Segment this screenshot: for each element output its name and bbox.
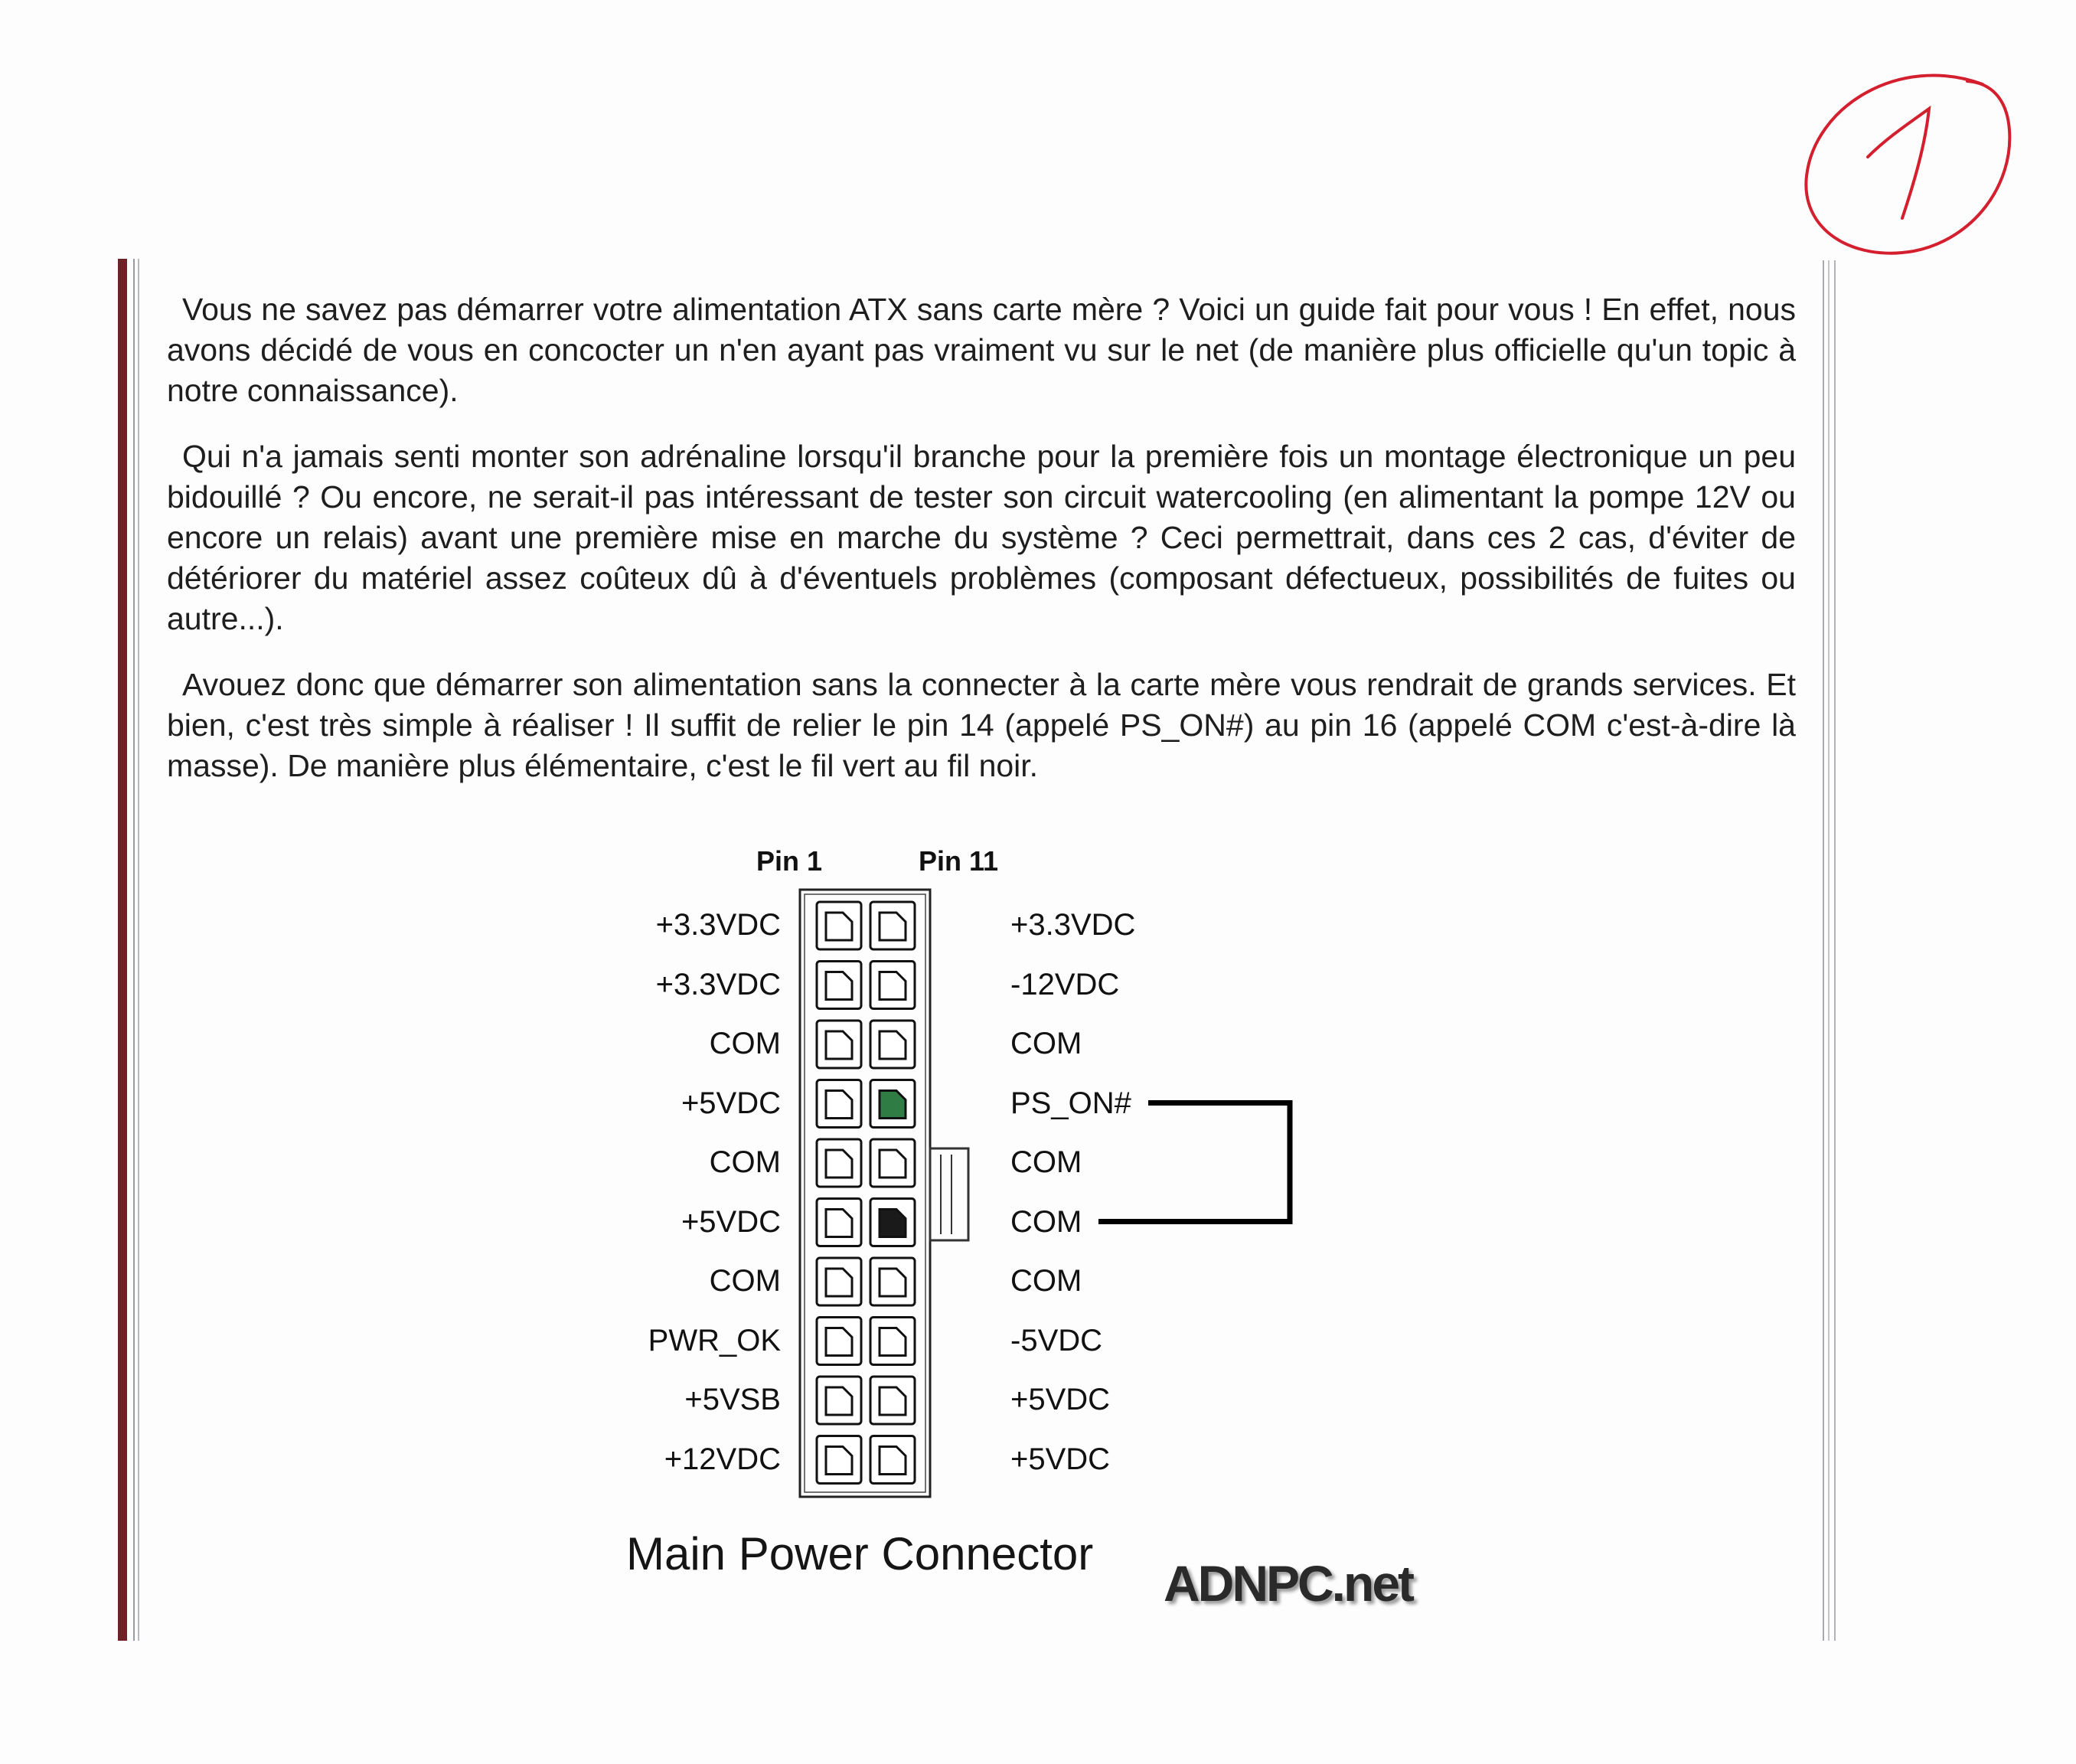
pin-label-13: COM (1010, 1027, 1082, 1060)
frame-right-line (1823, 260, 1824, 1641)
pin-terminal-15 (880, 1150, 906, 1178)
pin-terminal-8 (826, 1328, 852, 1356)
pin-terminal-10 (826, 1447, 852, 1475)
pin-terminal-11 (880, 913, 906, 940)
pin-terminal-17 (880, 1269, 906, 1296)
paragraph-instructions: Avouez donc que démarrer son alimentation sans la connecter à la carte mère vous rendrait de grands services. Et bien, c'est très simple à réaliser ! Il suffit de relier le pin 14 (appelé PS_ON#) au pin 16 (appelé COM c'est-à-dire là masse). De manière plus élémentaire, c'est le fil vert au fil noir. (167, 667, 1796, 783)
pin-label-12: -12VDC (1010, 967, 1120, 1001)
pin-terminal-1 (826, 913, 852, 940)
pin-label-18: -5VDC (1010, 1323, 1103, 1357)
pin-label-14: PS_ON# (1010, 1086, 1131, 1120)
connector-latch (930, 1148, 968, 1240)
pin-label-2: +3.3VDC (655, 967, 781, 1001)
pin-terminal-6 (826, 1210, 852, 1237)
pin-terminal-2 (826, 972, 852, 1000)
pin-label-15: COM (1010, 1145, 1082, 1179)
paragraph-use-cases: Qui n'a jamais senti monter son adrénaline lorsqu'il branche pour la première fois un montage électronique un peu bidouillé ? Ou encore, ne serait-il pas intéressant de tester son circuit watercooling (en alimentant la pompe 12V ou encore un relais) avant une première mise en marche du système ? Ceci permettrait, dans ces 2 cas, d'éviter de détériorer du matériel assez coûteux dû à d'éventuels problèmes (composant défectueux, possibilités de fuites ou autre...). (167, 439, 1796, 636)
handwritten-page-number (1784, 61, 2021, 268)
pin-terminal-18 (880, 1328, 906, 1356)
pin-label-6: +5VDC (681, 1204, 781, 1239)
pin-terminal-9 (826, 1387, 852, 1415)
pin-1-header: Pin 1 (756, 845, 823, 877)
pin-terminal-13 (880, 1031, 906, 1059)
pin-label-5: COM (709, 1145, 781, 1179)
pin-terminal-19 (880, 1387, 906, 1415)
pin-terminal-14 (880, 1091, 906, 1119)
paragraph-intro: Vous ne savez pas démarrer votre alimentation ATX sans carte mère ? Voici un guide fait pour vous ! En effet, nous avons décidé de vous en concocter un n'en ayant pas vraiment vu sur le net (de manière plus officielle qu'un topic à notre connaissance). (167, 292, 1796, 408)
frame-left-bar (118, 259, 127, 1641)
pin-11-header: Pin 11 (919, 845, 999, 877)
pin-label-7: COM (709, 1264, 781, 1298)
pin-terminal-16 (880, 1210, 906, 1237)
pin-label-19: +5VDC (1010, 1383, 1111, 1416)
pin-label-20: +5VDC (1010, 1442, 1111, 1476)
pin-label-3: COM (709, 1027, 781, 1060)
pin-terminal-5 (826, 1150, 852, 1178)
pin-label-17: COM (1010, 1264, 1082, 1298)
watermark-logo: ADNPC.net (1164, 1555, 1413, 1612)
atx-connector-diagram (597, 835, 1516, 1600)
pin-label-8: PWR_OK (648, 1323, 781, 1357)
frame-right-line (1834, 260, 1836, 1641)
pin-label-1: +3.3VDC (655, 908, 781, 942)
pin-terminal-20 (880, 1447, 906, 1475)
pin-terminal-7 (826, 1269, 852, 1296)
diagram-caption: Main Power Connector (626, 1528, 1094, 1579)
frame-right-line (1828, 260, 1830, 1641)
article-text (167, 289, 1796, 812)
pin-label-16: COM (1010, 1204, 1082, 1239)
pin-label-9: +5VSB (684, 1383, 781, 1416)
frame-left-line (133, 259, 135, 1641)
pin-label-10: +12VDC (664, 1442, 781, 1476)
pin-terminal-4 (826, 1091, 852, 1119)
pin-label-4: +5VDC (681, 1086, 781, 1120)
pin-terminal-12 (880, 972, 906, 1000)
frame-left-line (138, 259, 139, 1641)
pin-label-11: +3.3VDC (1010, 908, 1136, 942)
pin-terminal-3 (826, 1031, 852, 1059)
